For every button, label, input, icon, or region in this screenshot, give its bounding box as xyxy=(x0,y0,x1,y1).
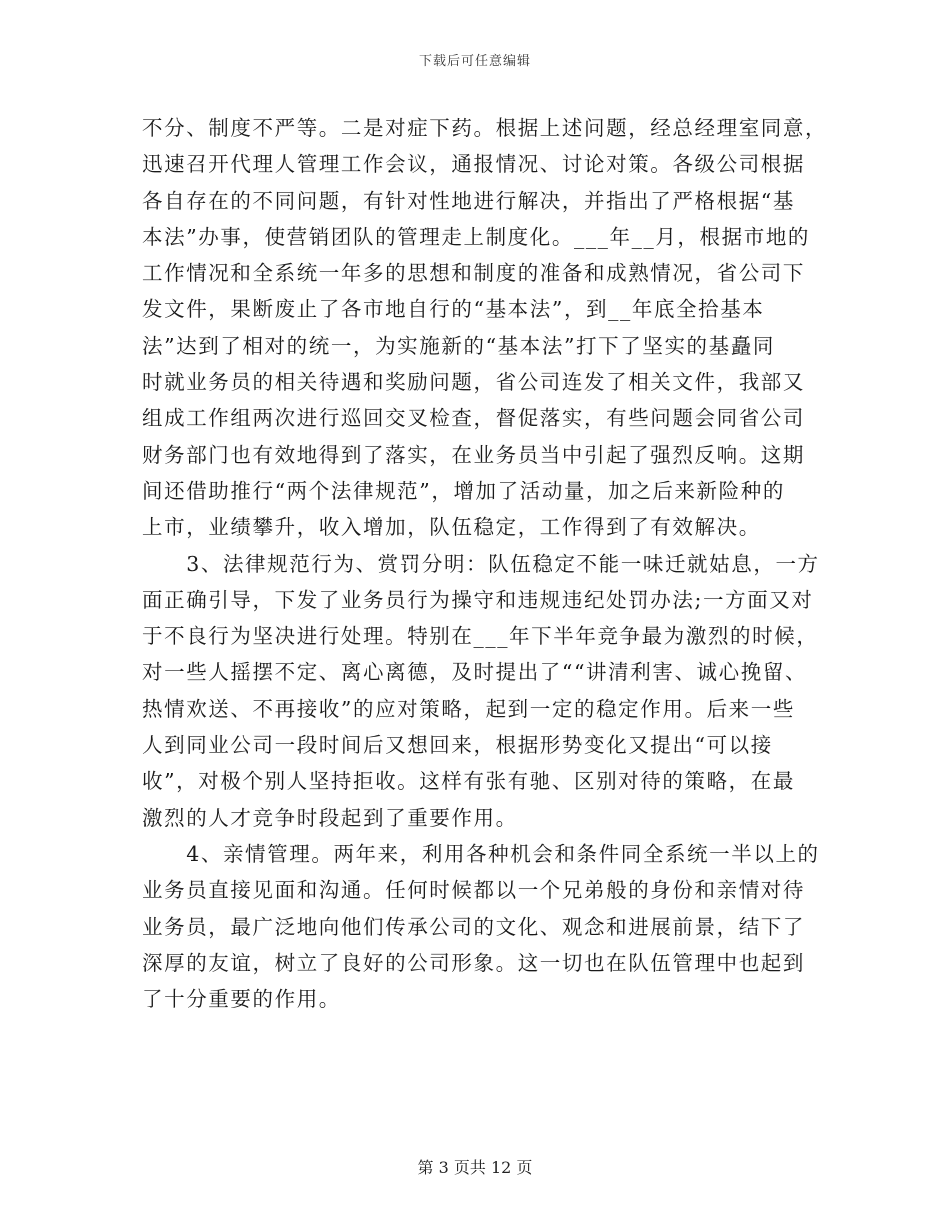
text-line: 于不良行为坚决进行处理。特别在___年下半年竞争最为激烈的时候， xyxy=(142,624,819,649)
text-line: 本法”办事，使营销团队的管理走上制度化。___年__月，根据市地的 xyxy=(142,224,811,249)
text-line: 收”，对极个别人坚持拒收。这样有张有驰、区别对待的策略，在最 xyxy=(142,769,795,794)
text-line: 面正确引导，下发了业务员行为操守和违规违纪处罚办法;一方面又对 xyxy=(142,587,814,612)
document-body xyxy=(142,110,828,1017)
text-line: 业务员直接见面和沟通。任何时候都以一个兄弟般的身份和亲情对待 xyxy=(142,878,805,903)
text-line: 人到同业公司一段时间后又想回来，根据形势变化又提出“可以接 xyxy=(142,733,773,758)
text-line: 发文件，果断废止了各市地自行的“基本法”，到__年底全拾基本 xyxy=(142,297,765,322)
text-line: 工作情况和全系统一年多的思想和制度的准备和成熟情况，省公司下 xyxy=(142,261,805,286)
text-line: 间还借助推行“两个法律规范”，增加了活动量，加之后来新险种的 xyxy=(142,478,785,503)
text-line: 对一些人摇摆不定、离心离德，及时提出了““讲清利害、诚心挽留、 xyxy=(142,660,808,685)
paragraph-3-start: 3、法律规范行为、赏罚分明：队伍稳定不能一味迁就姑息，一方 xyxy=(142,551,820,576)
text-line: 各自存在的不同问题，有针对性地进行解决，并指出了严格根据“基 xyxy=(142,188,795,213)
text-line: 激烈的人才竞争时段起到了重要作用。 xyxy=(142,805,518,830)
text-line: 时就业务员的相关待遇和奖励问题，省公司连发了相关文件，我部又 xyxy=(142,370,805,395)
text-line: 组成工作组两次进行巡回交叉检查，督促落实，有些问题会同省公司 xyxy=(142,406,805,431)
text-line: 了十分重要的作用。 xyxy=(142,987,341,1012)
text-line: 热情欢送、不再接收”的应对策略，起到一定的稳定作用。后来一些 xyxy=(142,696,795,721)
text-line: 上市，业绩攀升，收入增加，队伍稳定，工作得到了有效解决。 xyxy=(142,515,761,540)
page-footer: 第 3 页共 12 页 xyxy=(417,1158,533,1177)
text-line: 业务员，最广泛地向他们传承公司的文化、观念和进展前景，结下了 xyxy=(142,914,805,939)
paragraph-4-start: 4、亲情管理。两年来，利用各种机会和条件同全系统一半以上的 xyxy=(142,841,820,866)
text-line: 不分、制度不严等。二是对症下药。根据上述问题，经总经理室同意， xyxy=(142,116,828,140)
page-header: 下载后可任意编辑 xyxy=(418,54,531,69)
text-line: 法”达到了相对的统一，为实施新的“基本法”打下了坚实的基矗同 xyxy=(142,333,775,358)
text-line: 深厚的友谊，树立了良好的公司形象。这一切也在队伍管理中也起到 xyxy=(142,950,805,975)
text-line: 迅速召开代理人管理工作会议，通报情况、讨论对策。各级公司根据 xyxy=(142,152,805,177)
text-line: 财务部门也有效地得到了落实，在业务员当中引起了强烈反响。这期 xyxy=(142,442,805,467)
